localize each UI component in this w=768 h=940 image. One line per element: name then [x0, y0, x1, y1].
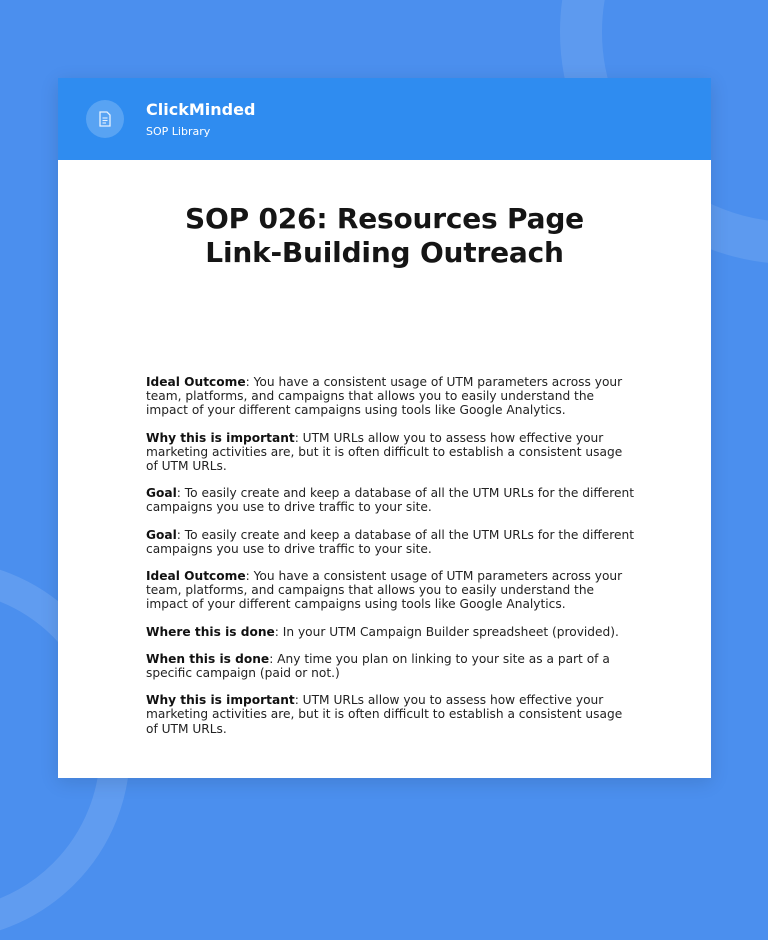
- paragraph-label: Ideal Outcome: [146, 375, 246, 389]
- paragraph-label: Why this is important: [146, 430, 295, 445]
- paragraph-why-important: [146, 431, 636, 474]
- sop-document: [58, 78, 711, 778]
- page-title: [58, 202, 711, 270]
- paragraph-label: Ideal Outcome: [146, 569, 246, 584]
- paragraph-ideal-outcome: [146, 375, 636, 418]
- brand-name: ClickMinded: [146, 100, 256, 119]
- document-header: [58, 78, 711, 160]
- paragraph-text: : Any time you plan on linking to your site as a part of a specific campaign (paid or not.): [146, 651, 610, 681]
- title-line-2: Link-Building Outreach: [205, 236, 564, 269]
- paragraph-label: Where this is done: [146, 624, 275, 639]
- paragraph-label: When this is done: [146, 651, 270, 666]
- paragraph-label: Goal: [146, 486, 177, 501]
- paragraph-ideal-outcome: [146, 569, 636, 612]
- title-line-1: SOP 026: Resources Page: [185, 202, 584, 235]
- paragraph-where-done: [146, 625, 636, 639]
- paragraph-text: : You have a consistent usage of UTM parameters across your team, platforms, and campaigns that allows you to easily understand the impact of your different campaigns using tools like Google Analytics.: [146, 569, 623, 612]
- paragraph-text: : UTM URLs allow you to assess how effective your marketing activities are, but it is often difficult to establish a consistent usage of UTM URLs.: [146, 693, 623, 736]
- paragraph-text: : You have a consistent usage of UTM parameters across your team, platforms, and campaigns that allows you to easily understand the impact of your different campaigns using tools like Google Analytics.: [146, 375, 623, 418]
- paragraph-goal: [146, 486, 636, 514]
- paragraph-text: : In your UTM Campaign Builder spreadsheet (provided).: [274, 624, 619, 639]
- paragraph-when-done: [146, 652, 636, 680]
- paragraph-why-important: [146, 693, 636, 736]
- paragraph-goal: [146, 528, 636, 556]
- paragraph-label: Goal: [146, 527, 177, 542]
- paragraph-label: Why this is important: [146, 693, 295, 708]
- paragraph-text: : To easily create and keep a database of all the UTM URLs for the different campaigns you use to drive traffic to your site.: [146, 527, 634, 556]
- brand-subtitle: SOP Library: [146, 125, 211, 138]
- document-icon: [86, 100, 124, 138]
- document-body: [146, 375, 636, 749]
- paragraph-text: : To easily create and keep a database of all the UTM URLs for the different campaigns you use to drive traffic to your site.: [146, 486, 634, 515]
- paragraph-text: : UTM URLs allow you to assess how effective your marketing activities are, but it is often difficult to establish a consistent usage of UTM URLs.: [146, 430, 623, 474]
